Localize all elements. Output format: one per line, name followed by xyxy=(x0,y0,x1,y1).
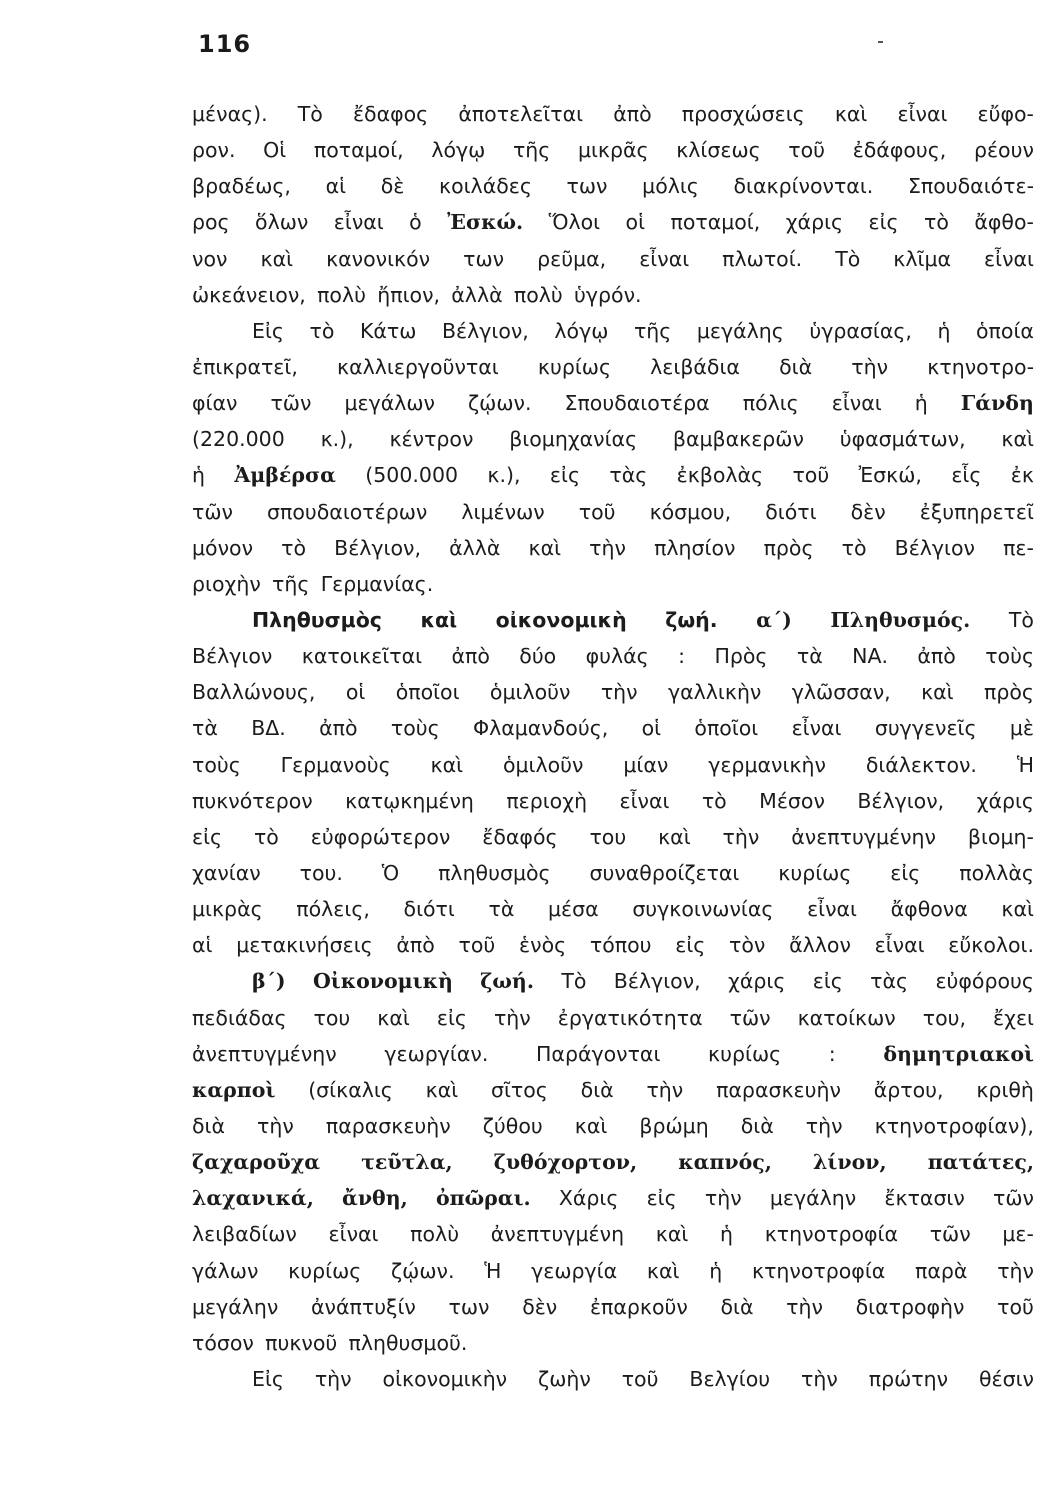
text-line: τῶν σπουδαιοτέρων λιμένων τοῦ κόσμου, διότι δὲν ἐξυπηρετεῖ xyxy=(192,499,1034,524)
text-line: ἐπικρατεῖ, καλλιεργοῦνται κυρίως λειβάδια διὰ τὴν κτηνοτρο- xyxy=(192,354,1034,379)
text-line: τὰ ΒΔ. ἀπὸ τοὺς Φλαμανδούς, οἱ ὁποῖοι εἶναι συγγενεῖς μὲ xyxy=(192,716,1034,741)
text-line: μεγάλην ἀνάπτυξίν των δὲν ἐπαρκοῦν διὰ τὴν διατροφὴν τοῦ xyxy=(192,1294,1034,1319)
text-line: βραδέως, αἱ δὲ κοιλάδες των μόλις διακρίνονται. Σπουδαιότε- xyxy=(192,174,1034,199)
text-line: εἰς τὸ εὐφορώτερον ἔδαφός του καὶ τὴν ἀνεπτυγμένην βιομη- xyxy=(192,824,1034,849)
text-line: Βέλγιον κατοικεῖται ἀπὸ δύο φυλάς : Πρὸς τὰ ΝΑ. ἀπὸ τοὺς xyxy=(192,644,1034,669)
text-line: ἡ Ἀμβέρσα (500.000 κ.), εἰς τὰς ἐκβολὰς τοῦ Ἐσκώ, εἷς ἐκ xyxy=(192,463,1034,488)
text-line: λαχανικά, ἄνθη, ὀπῶραι. Χάρις εἰς τὴν μεγάλην ἔκτασιν τῶν xyxy=(192,1186,1034,1211)
text-line: μικρὰς πόλεις, διότι τὰ μέσα συγκοινωνίας εἶναι ἄφθονα καὶ xyxy=(192,897,1034,922)
text-line: ὠκεάνειον, πολὺ ἤπιον, ἀλλὰ πολὺ ὑγρόν. xyxy=(192,282,642,307)
text-line: χανίαν του. Ὁ πληθυσμὸς συναθροίζεται κυρίως εἰς πολλὰς xyxy=(192,860,1034,885)
text-line: ζαχαροῦχα τεῦτλα, ζυθόχορτον, καπνός, λίνον, πατάτες, xyxy=(192,1150,1034,1175)
text-line: Βαλλώνους, οἱ ὁποῖοι ὁμιλοῦν τὴν γαλλικὴν γλῶσσαν, καὶ πρὸς xyxy=(192,680,1034,705)
text-line: λειβαδίων εἶναι πολὺ ἀνεπτυγμένη καὶ ἡ κτηνοτροφία τῶν με- xyxy=(192,1222,1034,1247)
text-line: τοὺς Γερμανοὺς καὶ ὁμιλοῦν μίαν γερμανικὴν διάλεκτον. Ἡ xyxy=(192,752,1034,777)
text-line: πεδιάδας του καὶ εἰς τὴν ἐργατικότητα τῶν κατοίκων του, ἔχει xyxy=(192,1005,1034,1030)
text-line: πυκνότερον κατῳκημένη περιοχὴ εἶναι τὸ Μέσον Βέλγιον, χάρις xyxy=(192,788,1034,813)
text-line: αἱ μετακινήσεις ἀπὸ τοῦ ἑνὸς τόπου εἰς τὸν ἄλλον εἶναι εὔκολοι. xyxy=(192,933,1034,958)
text-line: ἀνεπτυγμένην γεωργίαν. Παράγονται κυρίως : δημητριακοὶ xyxy=(192,1041,1034,1066)
text-line: (220.000 κ.), κέντρον βιομηχανίας βαμβακερῶν ὑφασμάτων, καὶ xyxy=(192,427,1034,452)
text-line: Εἰς τὴν οἰκονομικὴν ζωὴν τοῦ Βελγίου τὴν πρώτην θέσιν xyxy=(252,1366,1034,1391)
text-line: νον καὶ κανονικόν των ρεῦμα, εἶναι πλωτοί. Τὸ κλῖμα εἶναι xyxy=(192,246,1034,271)
text-line: ρος ὅλων εἶναι ὁ Ἐσκώ. Ὅλοι οἱ ποταμοί, χάρις εἰς τὸ ἄφθο- xyxy=(192,210,1034,235)
text-line: φίαν τῶν μεγάλων ζῴων. Σπουδαιοτέρα πόλις εἶναι ἡ Γάνδη xyxy=(192,391,1034,416)
page-number: 116 xyxy=(198,30,252,58)
body-text xyxy=(192,96,1034,1397)
text-line: μένας). Τὸ ἔδαφος ἀποτελεῖται ἀπὸ προσχώσεις καὶ εἶναι εὔφο- xyxy=(192,102,1034,126)
scan-speck xyxy=(878,41,883,43)
text-line: ριοχὴν τῆς Γερμανίας. xyxy=(192,571,434,596)
text-line: Πληθυσμὸς καὶ οἰκονομικὴ ζωή. α΄) Πληθυσμός. Τὸ xyxy=(252,607,1034,632)
text-line: Εἰς τὸ Κάτω Βέλγιον, λόγῳ τῆς μεγάλης ὑγρασίας, ἡ ὁποία xyxy=(252,318,1034,343)
text-line: β΄) Οἰκονομικὴ ζωή. Τὸ Βέλγιον, χάρις εἰς τὰς εὐφόρους xyxy=(252,969,1034,994)
text-line: ρον. Οἱ ποταμοί, λόγῳ τῆς μικρᾶς κλίσεως τοῦ ἐδάφους, ρέουν xyxy=(192,138,1034,163)
text-line: τόσον πυκνοῦ πληθυσμοῦ. xyxy=(192,1330,468,1355)
text-line: διὰ τὴν παρασκευὴν ζύθου καὶ βρώμη διὰ τὴν κτηνοτροφίαν), xyxy=(192,1113,1034,1138)
text-line: καρποὶ (σίκαλις καὶ σῖτος διὰ τὴν παρασκευὴν ἄρτου, κριθὴ xyxy=(192,1077,1034,1102)
text-line: γάλων κυρίως ζῴων. Ἡ γεωργία καὶ ἡ κτηνοτροφία παρὰ τὴν xyxy=(192,1258,1034,1283)
text-line: μόνον τὸ Βέλγιον, ἀλλὰ καὶ τὴν πλησίον πρὸς τὸ Βέλγιον πε- xyxy=(192,535,1034,560)
